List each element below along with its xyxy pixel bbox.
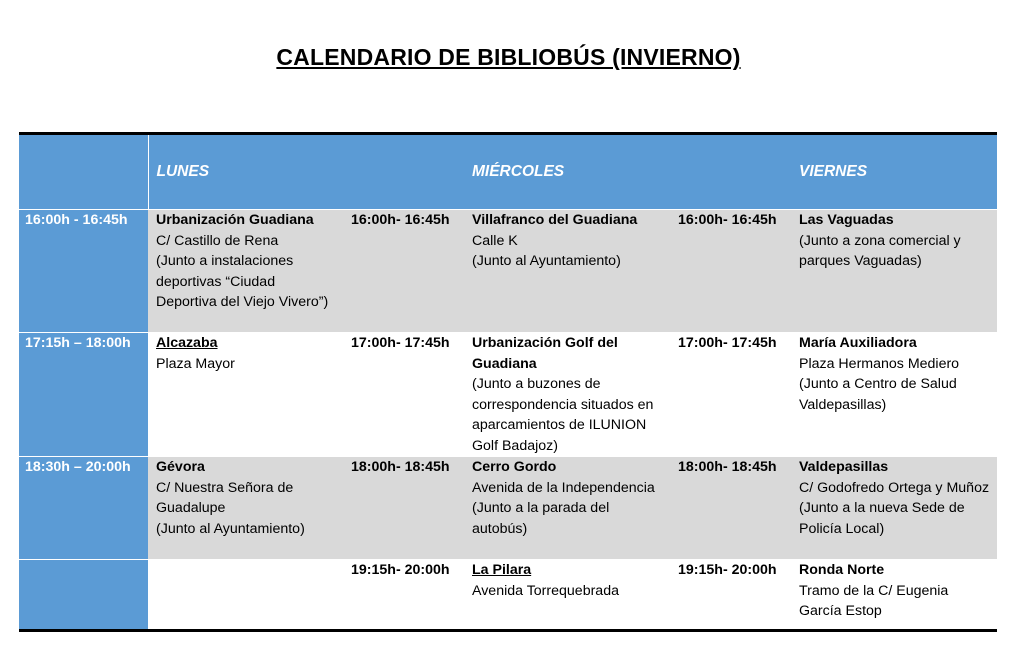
stop-address: Calle K	[472, 232, 518, 249]
viernes-time: 18:00h- 18:45h	[672, 457, 791, 560]
miercoles-time: 19:15h- 20:00h	[345, 560, 464, 631]
stop-name: Cerro Gordo	[472, 459, 557, 475]
table-row	[19, 560, 997, 631]
stop-address: Plaza Hermanos Mediero	[799, 355, 960, 372]
viernes-time: 16:00h- 16:45h	[672, 210, 791, 333]
header-lunes: LUNES	[148, 134, 345, 210]
stop-name: María Auxiliadora	[799, 335, 917, 351]
stop-name: Villafranco del Guadiana	[472, 212, 638, 228]
viernes-time: 17:00h- 17:45h	[672, 333, 791, 457]
schedule-table	[19, 132, 997, 632]
header-miercoles: MIÉRCOLES	[464, 134, 672, 210]
viernes-stop	[791, 457, 997, 560]
stop-name: Ronda Norte	[799, 562, 885, 578]
miercoles-stop	[464, 333, 672, 457]
stop-address: Plaza Mayor	[156, 355, 235, 372]
miercoles-stop	[464, 210, 672, 333]
lunes-stop	[148, 333, 345, 457]
stop-address: Avenida de la Independencia	[472, 479, 655, 496]
stop-note: (Junto al Ayuntamiento)	[156, 520, 305, 537]
stop-note: (Junto a instalaciones deportivas “Ciudad Deportiva del Viejo Vivero”)	[156, 253, 329, 310]
lunes-stop	[148, 457, 345, 560]
header-empty-cell	[345, 134, 464, 210]
table-row	[19, 333, 997, 457]
table-row	[19, 210, 997, 333]
header-empty-cell	[672, 134, 791, 210]
table-row	[19, 457, 997, 560]
stop-name: Urbanización Guadiana	[156, 212, 314, 228]
header-row	[19, 134, 997, 210]
page-title: CALENDARIO DE BIBLIOBÚS (INVIERNO)	[276, 44, 741, 70]
viernes-time: 19:15h- 20:00h	[672, 560, 791, 631]
lunes-stop	[148, 210, 345, 333]
stop-address: C/ Castillo de Rena	[156, 232, 279, 249]
lunes-time: 18:30h – 20:00h	[19, 457, 148, 560]
miercoles-time: 16:00h- 16:45h	[345, 210, 464, 333]
miercoles-time: 17:00h- 17:45h	[345, 333, 464, 457]
lunes-time	[19, 560, 148, 631]
miercoles-time: 18:00h- 18:45h	[345, 457, 464, 560]
viernes-stop	[791, 333, 997, 457]
header-empty-cell	[19, 134, 148, 210]
viernes-stop	[791, 210, 997, 333]
stop-address: C/ Godofredo Ortega y Muñoz	[799, 479, 990, 496]
header-viernes: VIERNES	[791, 134, 997, 210]
stop-name: Gévora	[156, 459, 205, 475]
stop-note: (Junto a la parada del autobús)	[472, 500, 610, 537]
stop-address: C/ Nuestra Señora de Guadalupe	[156, 479, 294, 516]
stop-note: (Junto a buzones de correspondencia situados en aparcamientos de ILUNION Golf Badajoz)	[472, 376, 654, 454]
stop-address: Tramo de la C/ Eugenia García Estop	[799, 582, 949, 619]
stop-name: La Pilara	[472, 562, 532, 578]
stop-note: (Junto a zona comercial y parques Vaguadas)	[799, 232, 961, 269]
stop-name: Urbanización Golf del Guadiana	[472, 335, 618, 372]
miercoles-stop	[464, 560, 672, 631]
lunes-stop	[148, 560, 345, 631]
stop-address: Avenida Torrequebrada	[472, 582, 619, 599]
lunes-time: 17:15h – 18:00h	[19, 333, 148, 457]
stop-name: Valdepasillas	[799, 459, 889, 475]
stop-note: (Junto a la nueva Sede de Policía Local)	[799, 500, 965, 537]
miercoles-stop	[464, 457, 672, 560]
stop-note: (Junto al Ayuntamiento)	[472, 253, 621, 269]
viernes-stop	[791, 560, 997, 631]
stop-name: Las Vaguadas	[799, 212, 894, 228]
lunes-time: 16:00h - 16:45h	[19, 210, 148, 333]
stop-note: (Junto a Centro de Salud Valdepasillas)	[799, 376, 957, 413]
stop-name: Alcazaba	[156, 335, 218, 351]
